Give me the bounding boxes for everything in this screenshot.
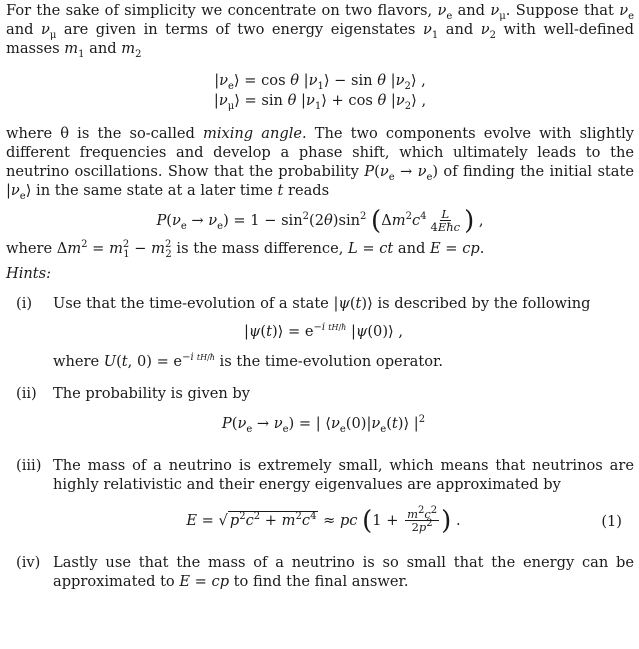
probability-equation: $P(\nu_e \to \nu_e) = 1 - \sin^2(2\theta)\sin^2$ ($\Delta m^2c^4$ $\frac{L}{\text{4Eħc}}$ ) , [156,205,484,236]
intro-paragraph: For the sake of simplicity we concentrate on two flavors, $\nu_e$ and $\nu_\mu$. Suppose that $\nu_e$ and $\nu_\mu$ are given in terms of two energy eigenstates $\nu_1$ and $\nu_2$ with well-defined masses $m_1$ and $m_2$ [6,2,634,60]
hint-ii [6,384,634,434]
mixing-equations [6,71,634,111]
equation-nu-mu: $|\nu_\mu⟩ = \sin \theta$ $|\nu_1⟩ + \cos \theta$ $|\nu_2⟩$ , [213,92,427,112]
mixing-angle-term: mixing angle. [203,125,307,142]
hint-i-equation: |ψ(t)⟩ = $e^{-i tH/ħ}$ |ψ(0)⟩ , [244,322,403,340]
hint-label: (i) [16,295,33,312]
hint-iv [6,553,634,591]
hint-label: (ii) [16,385,37,402]
hint-label: (iii) [16,457,42,474]
equation-nu-e: $|\nu_e⟩ = \cos \theta$ $|\nu_1⟩ - \sin \theta$ $|\nu_2⟩$ , [214,72,426,92]
hint-i-text: Use that the time-evolution of a state |ψ(t)⟩ is described by the following [53,295,591,312]
hint-iv-text: Lastly use that the mass of a neutrino is so small that the energy can be approximated to E = cp to find the final answer. [53,554,634,590]
hint-i [6,294,634,371]
para2-pre: where θ is the so-called [6,125,195,142]
problem-text [6,0,634,591]
hint-ii-equation: $P(\nu_e \to \nu_e)$ = | $⟨\nu_e(0)|\nu_e(t)⟩$ $|^2$ [221,414,426,435]
mass-difference-paragraph: where $\Delta m^2 = m^2_1 - m^2_2$ is the mass difference, L = ct and E = cp. [6,239,485,260]
hint-label: (iv) [16,554,41,571]
equation-number: (1) [601,513,622,530]
hint-ii-text: The probability is given by [53,385,250,402]
hint-iii-text: The mass of a neutrino is extremely small, which means that neutrinos are highly relativistic and their energy eigenvalues are approximated by [53,457,634,493]
hint-iii [6,456,634,536]
mixing-paragraph: where θ is the so-called mixing angle. The two components evolve with slightly different frequencies and develop a phase shift, which ultimately leads to the neutrino oscillations. Show that the probability $P(\nu_e \to \nu_e)$ of finding the initial state $|\nu_e⟩$ in the same state at a later time t reads [6,125,634,202]
hint-i-after: where U(t, $0) = e^{-i tH/ħ}$ is the time-evolution operator. [53,352,444,370]
hint-iii-equation: E = √ $p^2c^2 + m^2c^4$ ≈ pc (1 + $\frac{m2c2}{2p2}$ ) . (1) [186,505,622,536]
hints-label: Hints: [6,265,52,282]
